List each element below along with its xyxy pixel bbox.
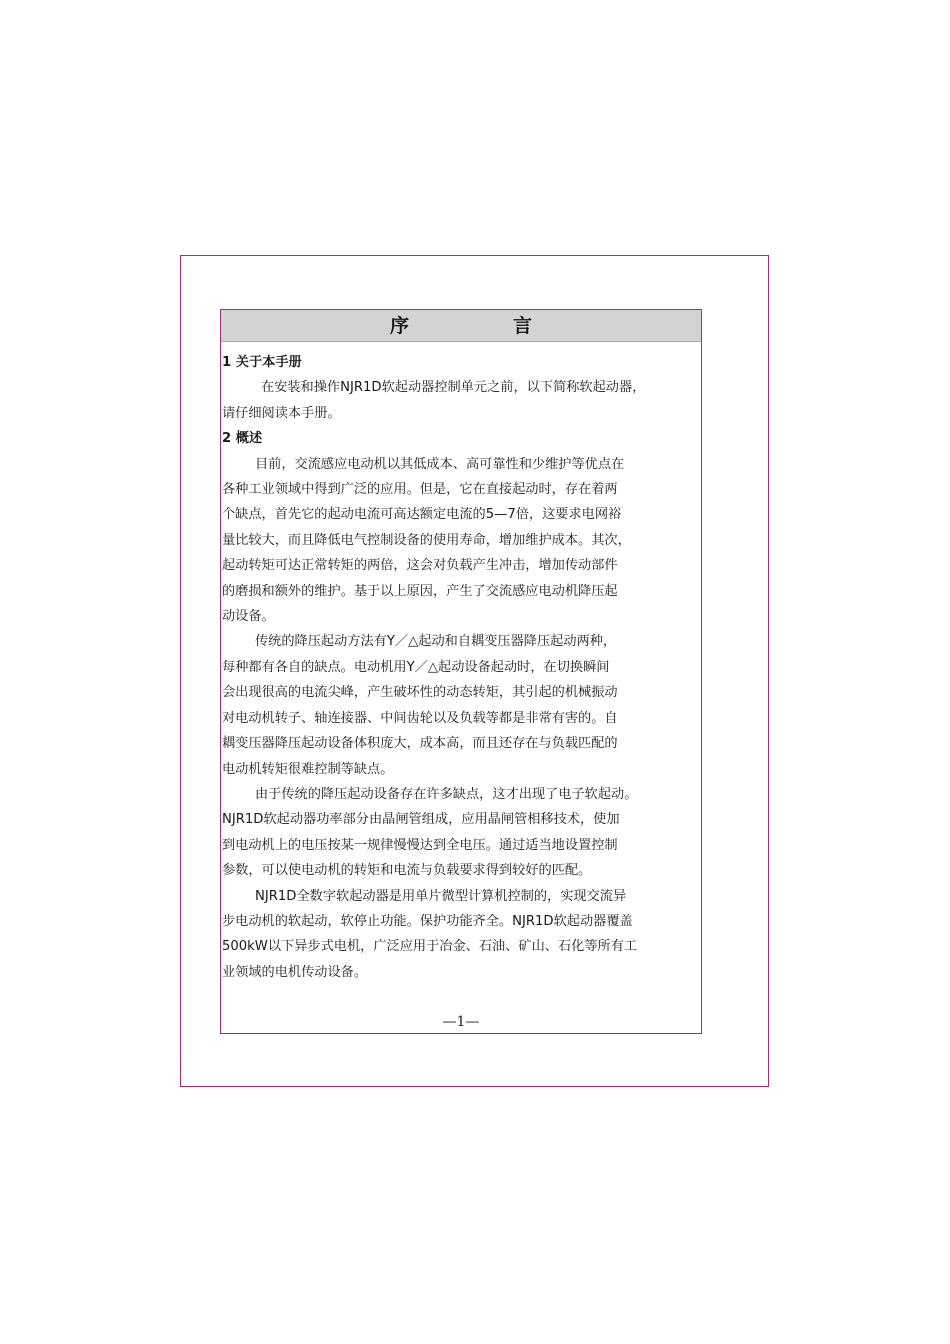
paragraph-line: 请仔细阅读本手册。 [222, 405, 341, 421]
paragraph-line: NJR1D全数字软起动器是用单片微型计算机控制的，实现交流异 [255, 888, 627, 904]
paragraph-line: 耦变压器降压起动设备体积庞大，成本高，而且还存在与负载匹配的 [222, 736, 618, 752]
paragraph-line: 动设备。 [222, 609, 275, 625]
paragraph-line: 个缺点，首先它的起动电流可高达额定电流的5—7倍，这要求电网裕 [222, 507, 622, 523]
paragraph-line: 传统的降压起动方法有Y／△起动和自耦变压器降压起动两种， [255, 634, 617, 650]
manual-page [220, 309, 702, 1034]
paragraph-line: 量比较大，而且降低电气控制设备的使用寿命，增加维护成本。其次， [222, 532, 631, 548]
paragraph-line: 步电动机的软起动，软停止功能。保护功能齐全。NJR1D软起动器覆盖 [222, 913, 633, 929]
paragraph-line: 在安装和操作NJR1D软起动器控制单元之前，以下简称软起动器， [261, 380, 646, 396]
page-title-left: 序 [390, 315, 410, 337]
paragraph-line: 每种都有各自的缺点。电动机用Y／△起动设备起动时，在切换瞬间 [222, 659, 610, 675]
paragraph-line: 各种工业领域中得到广泛的应用。但是，它在直接起动时，存在着两 [222, 482, 618, 498]
paragraph-line: NJR1D软起动器功率部分由晶闸管组成，应用晶闸管相移技术，使加 [222, 812, 620, 828]
page-number: —1— [442, 1014, 480, 1030]
page-title-right: 言 [513, 315, 533, 337]
paragraph-line: 的磨损和额外的维护。基于以上原因，产生了交流感应电动机降压起 [222, 583, 618, 599]
paragraph-line: 电动机转矩很难控制等缺点。 [222, 761, 394, 777]
section-heading-overview: 2 概述 [222, 431, 263, 447]
paragraph-line: 由于传统的降压起动设备存在许多缺点，这才出现了电子软起动。 [255, 786, 638, 802]
paragraph-line: 会出现很高的电流尖峰，产生破坏性的动态转矩，其引起的机械振动 [222, 685, 618, 701]
paragraph-line: 目前，交流感应电动机以其低成本、高可靠性和少维护等优点在 [255, 456, 625, 472]
paragraph-line: 到电动机上的电压按某一规律慢慢达到全电压。通过适当地设置控制 [222, 837, 618, 853]
paragraph-line: 业领域的电机传动设备。 [222, 964, 368, 980]
paragraph-line: 500kW以下异步式电机，广泛应用于冶金、石油、矿山、石化等所有工 [222, 939, 638, 955]
paragraph-line: 起动转矩可达正常转矩的两倍，这会对负载产生冲击，增加传动部件 [222, 558, 618, 574]
title-bar [221, 310, 701, 342]
paragraph-line: 参数，可以使电动机的转矩和电流与负载要求得到较好的匹配。 [222, 863, 592, 879]
paragraph-line: 对电动机转子、轴连接器、中间齿轮以及负载等都是非常有害的。自 [222, 710, 618, 726]
page-content [221, 350, 701, 985]
section-heading-about: 1 关于本手册 [222, 355, 302, 370]
